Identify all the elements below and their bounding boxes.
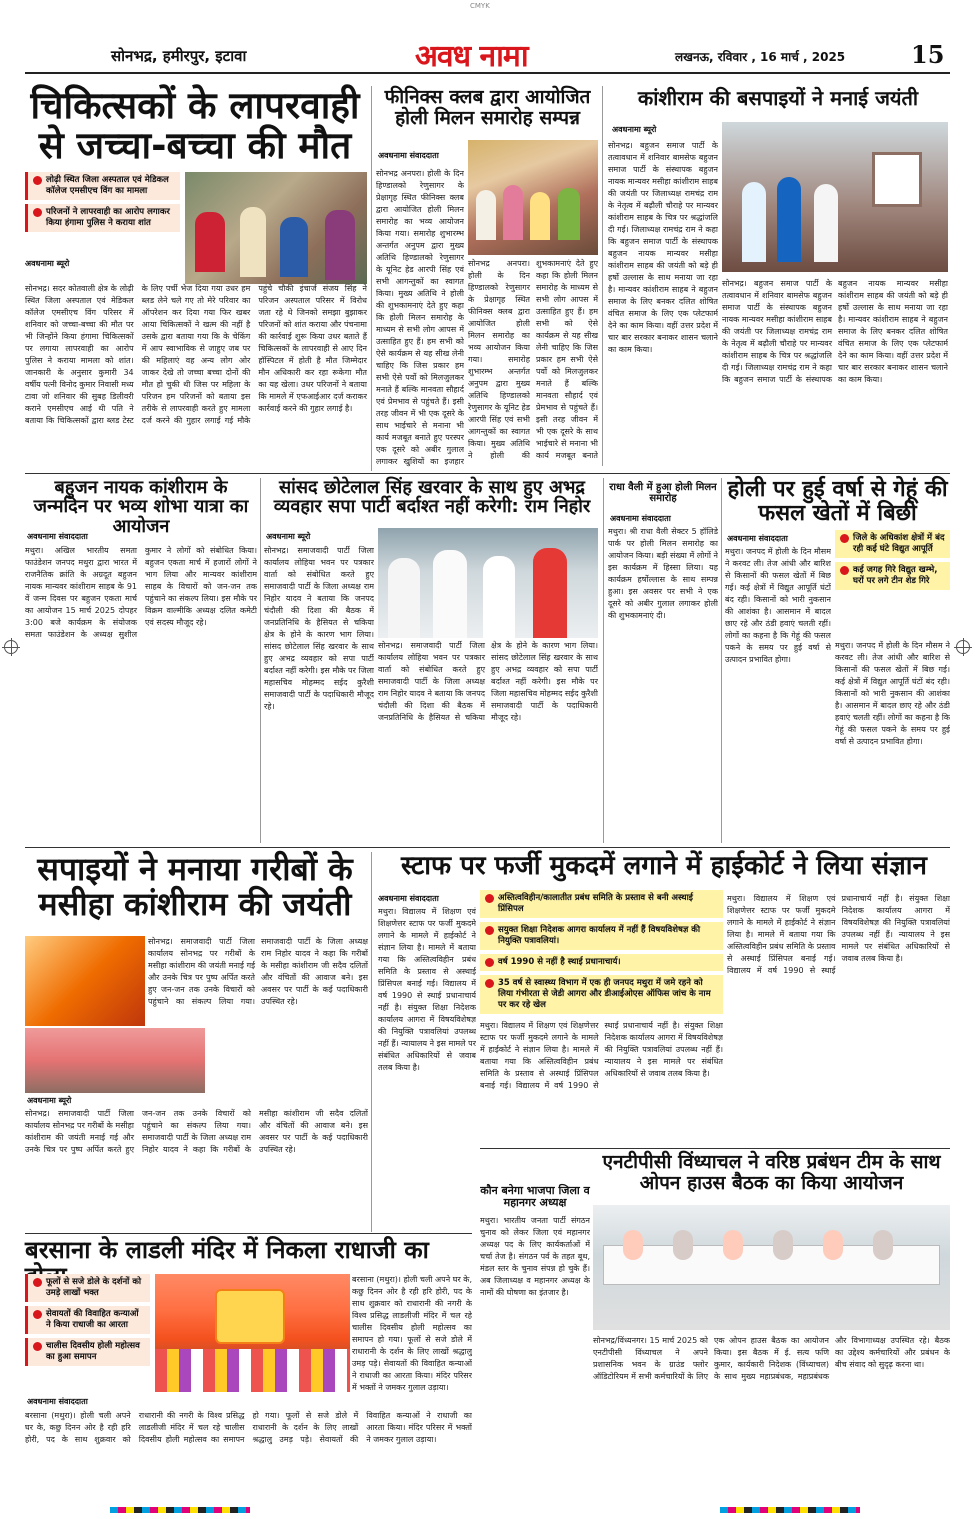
story2-body-col1: सोनभद्र अनपरा। होली के दिन हिण्डालको रेणुसागर के प्रेक्षागृह स्थित फीनिक्स क्लब द्वारा आयोजित होली मिलन समारोह का भव्य आयोजन किया गया। समारोह शुभारम्भ अन्तर्गत अनुपम द्वारा मुख्य अतिथि हिण्डालको रेणुसागर के यूनिट हेड आरपी सिंह एवं सभी आगन्तुकों का स्वागत किया। मुख्य अतिथि ने होली की शुभकामनाएं देते हुए कहा कि होली मिलन समारोह के माध्यम से सभी लोग आपस में उत्साहित हुए हैं। हम सभी को ऐसे कार्यक्रम से यह सीख लेनी चाहिए कि जिस प्रकार हम सभी ऐसे पर्वो को मिलजुलकर मनाते हैं बल्कि मानवता सौहार्द एवं प्रेमभाव से पहुंचते हैं। इसी तरह जीवन में भी एक दूसरे के साथ भाईचारे से मनाना भी कार्य मजबूत बनाते हुए परस्पर एक दूसरे को अबीर गुलाल लगाकर खुशियों का इजहार <box>376 169 464 466</box>
story12-point: फूलों से सजे डोले के दर्शनों को उमड़े लाखों भक्त <box>25 1274 150 1302</box>
date-line: लखनऊ, रविवार , 16 मार्च , 2025 <box>675 50 846 64</box>
portrait-frame <box>872 152 922 207</box>
headline-story8: सपाइयों ने मनाया गरीबों के मसीहा कांशीराम की जयंती <box>37 850 353 923</box>
story12-body: बरसाना (मथुरा)। होली चली अपने घर के, कछु दिनन ओर है रही हरि होरी, पद के साथ शुक्रवार को राधारानी की नगरी के विश्व प्रसिद्ध लाडलीजी मंदिर में चल रहे चालीस दिवसीय होली महोत्सव का समापन हो गया। फूलों से सजे डोले में राधारानी के दर्शन के लिए लाखों श्रद्धालु उमड़ पड़े। सेवायतों की विवाहित कन्याओं ने राधाजी का आरता किया। मंदिर परिसर में भक्तों ने जमकर गुलाल उड़ाया। <box>25 1411 472 1444</box>
story1-points <box>25 172 180 236</box>
story12-point: सेवायतों की विवाहित कन्याओं ने किया राधाजी का आरता <box>25 1306 150 1334</box>
story3-body-col2: सोनभद्र। बहुजन समाज पार्टी के तत्वावधान में शनिवार बामसेफ बहुजन समाज पार्टी के संस्थापक बहुजन नायक मान्यवर मसीहा कांशीराम साहब की जयंती पर जिलाध्यक्ष रामचंद्र राम के नेतृत्व में बढ़ौली चौराहे पर मान्यवर कांशीराम साहब के चित्र पर श्रद्धांजलि दी गई। जिलाध्यक्ष रामचंद्र राम ने कहा कि बहुजन समाज पार्टी के संस्थापक बहुजन नायक मान्यवर मसीहा कांशीराम साहब की जयंती को बड़े ही हर्षो उल्लास के साथ मनाया जा रहा है। मान्यवर कांशीराम साहब ने बहुजन समाज के लिए बनकर दलित शोषित वंचित समाज के लिए एक प्लेटफार्म देने का काम किया। वहीं उत्तर प्रदेश में चार बार सरकार बनाकर शासन चलाने का काम किया। <box>722 279 948 384</box>
registration-mark-icon <box>956 640 970 654</box>
headline-story5: सांसद छोटेलाल सिंह खरवार के साथ हुए अभद्र व्यवहार सपा पार्टी बर्दाश्त नहीं करेगी: राम निहोर <box>273 477 591 518</box>
masthead-logo: अवध नामा <box>415 39 528 74</box>
story5-body-col2: सोनभद्र। समाजवादी पार्टी जिला कार्यालय लोहिया भवन पर पत्रकार वार्ता को संबोधित करते हुए समाजवादी पार्टी के जिला अध्यक्ष राम निहोर यादव ने बताया कि जनपद चंदौली की दिशा की बैठक में जनप्रतिनिधि के हैसियत से चकिया क्षेत्र के होने के कारण भाग लिया। सांसद छोटेलाल सिंह खरवार के साथ हुए अभद्र व्यवहार को सपा पार्टी बर्दाश्त नहीं करेगी। इस मौके पर जिला महासचिव मोहम्मद सईद कुरैशी समाजवादी पार्टी के पदाधिकारी मौजूद रहे। <box>378 641 598 722</box>
bullet-icon <box>840 566 849 575</box>
bullet-icon <box>33 1310 42 1319</box>
story9-byline: अवधनामा संवाददाता <box>378 894 439 903</box>
story8-body-top: सोनभद्र। समाजवादी पार्टी जिला कार्यालय सोनभद्र पर गरीबों के मसीहा कांशीराम की जयंती मनाई गई और उनके चित्र पर पुष्प अर्पित करते हुए जन-जन तक उनके विचारों को पहुंचाने का संकल्प लिया गया। समाजवादी पार्टी के जिला अध्यक्ष राम निहोर यादव ने कहा कि गरीबों के मसीहा कांशीराम जी सदैव दलितों और वंचितों की आवाज बने। इस अवसर पर पार्टी के कई पदाधिकारी उपस्थित रहे। <box>148 937 368 1006</box>
headline-story12: बरसाना के लाडली मंदिर में निकला राधाजी का <box>25 1236 429 1264</box>
bullet-icon <box>33 1342 42 1351</box>
bullet-icon <box>485 926 494 935</box>
color-strip <box>720 1507 860 1513</box>
headline-story11: कौन बनेगा भाजपा जिला व महानगर अध्यक्ष <box>480 1184 590 1209</box>
bullet-icon <box>485 979 494 988</box>
story1-photo <box>185 172 367 284</box>
story11-body: मथुरा। भारतीय जनता पार्टी संगठन चुनाव को लेकर जिला एवं महानगर अध्यक्ष पद के लिए कार्यकर्ताओं में चर्चा तेज है। संगठन पर्व के तहत बूथ, मंडल स्तर के चुनाव संपन्न हो चुके हैं। अब जिलाध्यक्ष व महानगर अध्यक्ष के नामों की घोषणा का इंतजार है। <box>480 1216 590 1297</box>
story1-point: परिजनों ने लापरवाही का आरोप लगाकर किया हंगामा पुलिस ने कराया शांत <box>25 204 180 232</box>
story8-photo-left <box>25 936 145 1026</box>
story2-photo <box>468 140 598 255</box>
story9-point: अस्तित्वविहीन/कालातीत प्रबंध समिति के प्रस्ताव से बनी अस्थाई प्रिंसिपल <box>480 890 723 918</box>
headline-story1: चिकित्सकों के लापरवाही से जच्चा-बच्चा की मौत <box>30 84 360 167</box>
story4-body: मथुरा। अखिल भारतीय समता फाउंडेशन जनपद मथुरा द्वारा भारत में राजनैतिक क्रांति के अग्रदूत बहुजन नायक मान्यवर कांशीराम साहब के 91 वें जन्म दिवस पर बहुजन एकता मार्च का आयोजन 15 मार्च 2025 दोपहर 3:00 बजे कार्यक्रम के संयोजक समता फाउंडेशन के अध्यक्ष सुशील कुमार ने लोगों को संबोधित किया। बहुजन एकता मार्च में हजारों लोगों ने भाग लिया और मान्यवर कांशीराम साहब के विचारों को जन-जन तक पहुंचाने का संकल्प लिया। इस मौके पर विक्रम वाल्मीकि अध्यक्ष दलित कमेटी एवं सदस्य मौजूद रहे। <box>25 546 257 639</box>
story7-point: कई जगह गिरे विद्युत खम्भे, घरों पर लगे टीन शेड गिरे <box>835 562 950 590</box>
cmyk-label: CMYK <box>470 2 490 10</box>
headline-story4: बहुजन नायक कांशीराम के जन्मदिन पर भव्य शोभा यात्रा का आयोजन <box>33 477 249 537</box>
story3-body-col1: सोनभद्र। बहुजन समाज पार्टी के तत्वावधान में शनिवार बामसेफ बहुजन समाज पार्टी के संस्थापक बहुजन नायक मान्यवर मसीहा कांशीराम साहब की जयंती पर जिलाध्यक्ष रामचंद्र राम के नेतृत्व में बढ़ौली चौराहे पर मान्यवर कांशीराम साहब के चित्र पर श्रद्धांजलि दी गई। जिलाध्यक्ष रामचंद्र राम ने कहा कि बहुजन समाज पार्टी के संस्थापक बहुजन नायक मान्यवर मसीहा कांशीराम साहब की जयंती को बड़े ही हर्षो उल्लास के साथ मनाया जा रहा है। मान्यवर कांशीराम साहब ने बहुजन समाज के लिए बनकर दलित शोषित वंचित समाज के लिए एक प्लेटफार्म देने का काम किया। वहीं उत्तर प्रदेश में चार बार सरकार बनाकर शासन चलाने का काम किया। <box>608 141 718 354</box>
story12-point: चालीस दिवसीय होली महोत्सव का हुआ समापन <box>25 1338 150 1366</box>
story9-body-col1: मथुरा। विद्यालय में शिक्षण एवं शिक्षणेत्तर स्टाफ पर फर्जी मुकदमे लगाने के मामले में हाईकोर्ट ने संज्ञान लिया है। मामले में बताया गया कि अस्तित्वविहीन प्रबंध समिति के प्रस्ताव से अस्थाई प्रिंसिपल बनाई गई। विद्यालय में वर्ष 1990 से स्थाई प्रधानाचार्य नहीं है। संयुक्त शिक्षा निदेशक कार्यालय आगरा में विषयविशेषज्ञ की नियुक्ति पत्रावलियां उपलब्ध नहीं हैं। न्यायालय ने इस मामले पर संबंधित अधिकारियों से जवाब तलब किया है। <box>378 907 476 1072</box>
story10-photo <box>593 1205 950 1330</box>
headline-story6: राधा वैली में हुआ होली मिलन समारोह <box>609 482 717 504</box>
story12-body-side: बरसाना (मथुरा)। होली चली अपने घर के, कछु दिनन ओर है रही हरि होरी, पद के साथ शुक्रवार को राधारानी की नगरी के विश्व प्रसिद्ध लाडलीजी मंदिर में चल रहे चालीस दिवसीय होली महोत्सव का समापन हो गया। फूलों से सजे डोले में राधारानी के दर्शन के लिए लाखों श्रद्धालु उमड़ पड़े। सेवायतों की विवाहित कन्याओं ने राधाजी का आरता किया। मंदिर परिसर में भक्तों ने जमकर गुलाल उड़ाया। <box>352 1275 472 1392</box>
story7-points <box>835 530 950 594</box>
story2-body-col2: सोनभद्र अनपरा। होली के दिन हिण्डालको रेणुसागर के प्रेक्षागृह स्थित फीनिक्स क्लब द्वारा आयोजित होली मिलन समारोह का भव्य आयोजन किया गया। समारोह शुभारम्भ अन्तर्गत अनुपम द्वारा मुख्य अतिथि हिण्डालको रेणुसागर के यूनिट हेड आरपी सिंह एवं सभी आगन्तुकों का स्वागत किया। मुख्य अतिथि ने होली की शुभकामनाएं देते हुए कहा कि होली मिलन समारोह के माध्यम से सभी लोग आपस में उत्साहित हुए हैं। हम सभी को ऐसे कार्यक्रम से यह सीख लेनी चाहिए कि जिस प्रकार हम सभी ऐसे पर्वो को मिलजुलकर मनाते हैं बल्कि मानवता सौहार्द एवं प्रेमभाव से पहुंचते हैं। इसी तरह जीवन में भी एक दूसरे के साथ भाईचारे से मनाना भी कार्य मजबूत बनाते <box>468 259 598 460</box>
story7-point: जिले के अधिकांश क्षेत्रों में बंद रही कई घंटे विद्युत आपूर्ति <box>835 530 950 558</box>
story9-point: सयुक्त शिक्षा निदेशक आगरा कार्यालय में नहीं हैं विषयविशेषज्ञ की नियुक्ति पत्रावलियां। <box>480 922 723 950</box>
story1-byline: अवधनामा ब्यूरो <box>25 259 70 268</box>
story10-body: सोनभद्र/विंध्यनगर। 15 मार्च 2025 को एनटीपीसी विंध्याचल ने अपने प्रशासनिक भवन के ग्राउंड फ्लोर ऑडिटोरियम में सभी कर्मचारियों के लिए एक ओपन हाउस बैठक का आयोजन किया। इस बैठक में ई. सत्य फणि कुमार, कार्यकारी निदेशक (विंध्याचल) के साथ मुख्य महाप्रबंधक, महाप्रबंधक और विभागाध्यक्ष उपस्थित रहे। बैठक का उद्देश्य कर्मचारियों और प्रबंधन के बीच संवाद को सुदृढ़ करना था। <box>593 1336 950 1381</box>
story5-photo <box>378 528 598 638</box>
story12-points <box>25 1274 150 1370</box>
headline-story2: फीनिक्स क्लब द्वारा आयोजित होली मिलन समारोह सम्पन्न <box>384 86 591 129</box>
story5-byline: अवधनामा ब्यूरो <box>266 532 311 541</box>
story9-points <box>480 890 723 1018</box>
page-number: 15 <box>911 40 945 69</box>
story6-body: मथुरा। श्री राधा वैली सेक्टर 5 हॉलिडे पार्क पर होली मिलन समारोह का आयोजन किया। बड़ी संख्या में लोगों ने इस कार्यक्रम में हिस्सा लिया। यह कार्यक्रम हर्षोल्लास के साथ सम्पन्न हुआ। इस अवसर पर सभी ने एक दूसरे को अबीर गुलाल लगाकर होली की शुभकामनाएं दी। <box>608 527 718 620</box>
story5-body-col1: सोनभद्र। समाजवादी पार्टी जिला कार्यालय लोहिया भवन पर पत्रकार वार्ता को संबोधित करते हुए समाजवादी पार्टी के जिला अध्यक्ष राम निहोर यादव ने बताया कि जनपद चंदौली की दिशा की बैठक में जनप्रतिनिधि के हैसियत से चकिया क्षेत्र के होने के कारण भाग लिया। सांसद छोटेलाल सिंह खरवार के साथ हुए अभद्र व्यवहार को सपा पार्टी बर्दाश्त नहीं करेगी। इस मौके पर जिला महासचिव मोहम्मद सईद कुरैशी समाजवादी पार्टी के पदाधिकारी मौजूद रहे। <box>264 546 374 711</box>
headline-story3: कांशीराम की बसपाइयों ने मनाई जयंती <box>637 86 919 110</box>
bullet-icon <box>840 534 849 543</box>
headline-story9: स्टाफ पर फर्जी मुकदमें लगाने में हाईकोर्ट ने लिया संज्ञान <box>401 851 927 881</box>
color-strip <box>110 1507 250 1513</box>
bullet-icon <box>485 958 494 967</box>
doli-palanquin <box>215 1289 285 1344</box>
bullet-icon <box>33 176 42 185</box>
story7-body-col2: मथुरा। जनपद में होली के दिन मौसम ने करवट ली। तेज आंधी और बारिश से किसानों की फसल खेतों में बिछ गई। कई क्षेत्रों में विद्युत आपूर्ति घंटों बंद रही। किसानों को भारी नुकसान की आशंका है। आसमान में बादल छाए रहे और ठंडी हवाएं चलती रहीं। लोगों का कहना है कि गेहूं की फसल पकने के समय पर हुई वर्षा से उत्पादन प्रभावित होगा। <box>835 641 950 746</box>
page-header <box>25 40 950 74</box>
story9-point: वर्ष 1990 से नहीं है स्थाई प्रधानाचार्य। <box>480 954 723 971</box>
story7-byline: अवधनामा संवाददाता <box>727 534 788 543</box>
story1-point: लोढ़ी स्थित जिला अस्पताल एवं मेडिकल कॉलेज एमसीएच विंग का मामला <box>25 172 180 200</box>
story2-byline: अवधनामा संवाददाता <box>378 151 439 160</box>
story6-byline: अवधनामा संवाददाता <box>610 514 671 523</box>
bullet-icon <box>33 208 42 217</box>
story12-photo <box>155 1274 350 1392</box>
story4-byline: अवधनामा संवाददाता <box>27 532 88 541</box>
story9-body-col3: मथुरा। विद्यालय में शिक्षण एवं शिक्षणेत्तर स्टाफ पर फर्जी मुकदमे लगाने के मामले में हाईकोर्ट ने संज्ञान लिया है। मामले में बताया गया कि अस्तित्वविहीन प्रबंध समिति के प्रस्ताव से अस्थाई प्रिंसिपल बनाई गई। विद्यालय में वर्ष 1990 से स्थाई प्रधानाचार्य नहीं है। संयुक्त शिक्षा निदेशक कार्यालय आगरा में विषयविशेषज्ञ की नियुक्ति पत्रावलियां उपलब्ध नहीं हैं। न्यायालय ने इस मामले पर संबंधित अधिकारियों से जवाब तलब किया है। <box>727 894 950 975</box>
region-label: सोनभद्र, हमीरपुर, इटावा <box>111 47 247 65</box>
story9-point: 35 वर्ष से स्वास्थ्य विभाग में एक ही जनपद मथुरा में जमे रहने को लिया गंभीरता से जेडी आगरा और डीआईओएस ऑफिस जांच के नाम पर कर रहे खेल <box>480 975 723 1014</box>
story1-body: सोनभद्र। सदर कोतवाली क्षेत्र के लोढ़ी स्थित जिला अस्पताल एवं मेडिकल कॉलेज एमसीएच विंग परिसर में शनिवार को जच्चा-बच्चा की मौत पर भी जिन्होंने किया हंगामा चिकित्सकों पर लगाया लापरवाही का आरोप पुलिस ने कराया मामला को शांत। जानकारी के अनुसार कुमारी 34 वर्षीय पत्नी विनोद कुमार निवासी मध्य टावा जो शनिवार की सुबह डिलीवरी कराने एमसीएच आई थी पति ने बताया कि चिकित्सकों द्वारा ब्लड टेस्ट के लिए पर्ची भेज दिया गया उधर हम ब्लड लेने चले गए तो मेरे परिवार का ऑपरेशन कर दिया गया फिर खबर आया चिकित्सकों ने खत्म की नहीं है उसके द्वारा बताया गया कि के चेकिंग में आप स्वाभाविक से जाहुए जब पर की महिलाएं वह अन्य लोग ओर जाकर देखे तो जच्चा बच्चा दोनों की मौत हो चुकी थी जिस पर महिला के परिजन हम परिजनों को बताया इस तरीके से लापरवाही करते हुए मामला दर्ज करने की गुहार लगाई गई मौके पहुंचे चौकी इंचार्ज संजय सिंह ने परिजन अस्पताल परिसर में विरोध जता रहे थे जिनको समझा बुझाकर परिजनों को शांत कराया और पंचनामा की कार्रवाई शुरू किया उधर बताते हैं चिकित्सकों के लापरवाही से आए दिन हॉस्पिटल में होती है मौत जिम्मेदार मौन अधिकारी कर रहा रूकेगा मौत का यह खेला। उधर परिजनों ने बताया कि मामले में एफआईआर दर्ज कराकर कार्रवाई करने की गुहार लगाई है। <box>25 284 367 425</box>
story8-photo-bottom <box>25 1028 205 1093</box>
story9-body-col2: मथुरा। विद्यालय में शिक्षण एवं शिक्षणेत्तर स्टाफ पर फर्जी मुकदमे लगाने के मामले में हाईकोर्ट ने संज्ञान लिया है। मामले में बताया गया कि अस्तित्वविहीन प्रबंध समिति के प्रस्ताव से अस्थाई प्रिंसिपल बनाई गई। विद्यालय में वर्ष 1990 से स्थाई प्रधानाचार्य नहीं है। संयुक्त शिक्षा निदेशक कार्यालय आगरा में विषयविशेषज्ञ की नियुक्ति पत्रावलियां उपलब्ध नहीं हैं। न्यायालय ने इस मामले पर संबंधित अधिकारियों से जवाब तलब किया है। <box>480 1021 723 1090</box>
story3-byline: अवधनामा ब्यूरो <box>612 125 657 134</box>
headline-story7: होली पर हुई वर्षा से गेहूं की फसल खेतों में बिछी <box>727 477 948 526</box>
bullet-icon <box>33 1278 42 1287</box>
registration-mark-icon <box>4 640 18 654</box>
story3-photo <box>722 122 948 272</box>
bullet-icon <box>485 894 494 903</box>
story7-body-col1: मथुरा। जनपद में होली के दिन मौसम ने करवट ली। तेज आंधी और बारिश से किसानों की फसल खेतों में बिछ गई। कई क्षेत्रों में विद्युत आपूर्ति घंटों बंद रही। किसानों को भारी नुकसान की आशंका है। आसमान में बादल छाए रहे और ठंडी हवाएं चलती रहीं। लोगों का कहना है कि गेहूं की फसल पकने के समय पर हुई वर्षा से उत्पादन प्रभावित होगा। <box>725 547 831 664</box>
headline-story10: एनटीपीसी विंध्याचल ने वरिष्ठ प्रबंधन टीम के साथ ओपन हाउस बैठक का किया आयोजन <box>602 1151 941 1194</box>
story8-byline: अवधनामा ब्यूरो <box>27 1096 72 1105</box>
story12-byline: अवधनामा संवाददाता <box>27 1397 88 1406</box>
story8-body: सोनभद्र। समाजवादी पार्टी जिला कार्यालय सोनभद्र पर गरीबों के मसीहा कांशीराम की जयंती मनाई गई और उनके चित्र पर पुष्प अर्पित करते हुए जन-जन तक उनके विचारों को पहुंचाने का संकल्प लिया गया। समाजवादी पार्टी के जिला अध्यक्ष राम निहोर यादव ने कहा कि गरीबों के मसीहा कांशीराम जी सदैव दलितों और वंचितों की आवाज बने। इस अवसर पर पार्टी के कई पदाधिकारी उपस्थित रहे। <box>25 1109 368 1154</box>
